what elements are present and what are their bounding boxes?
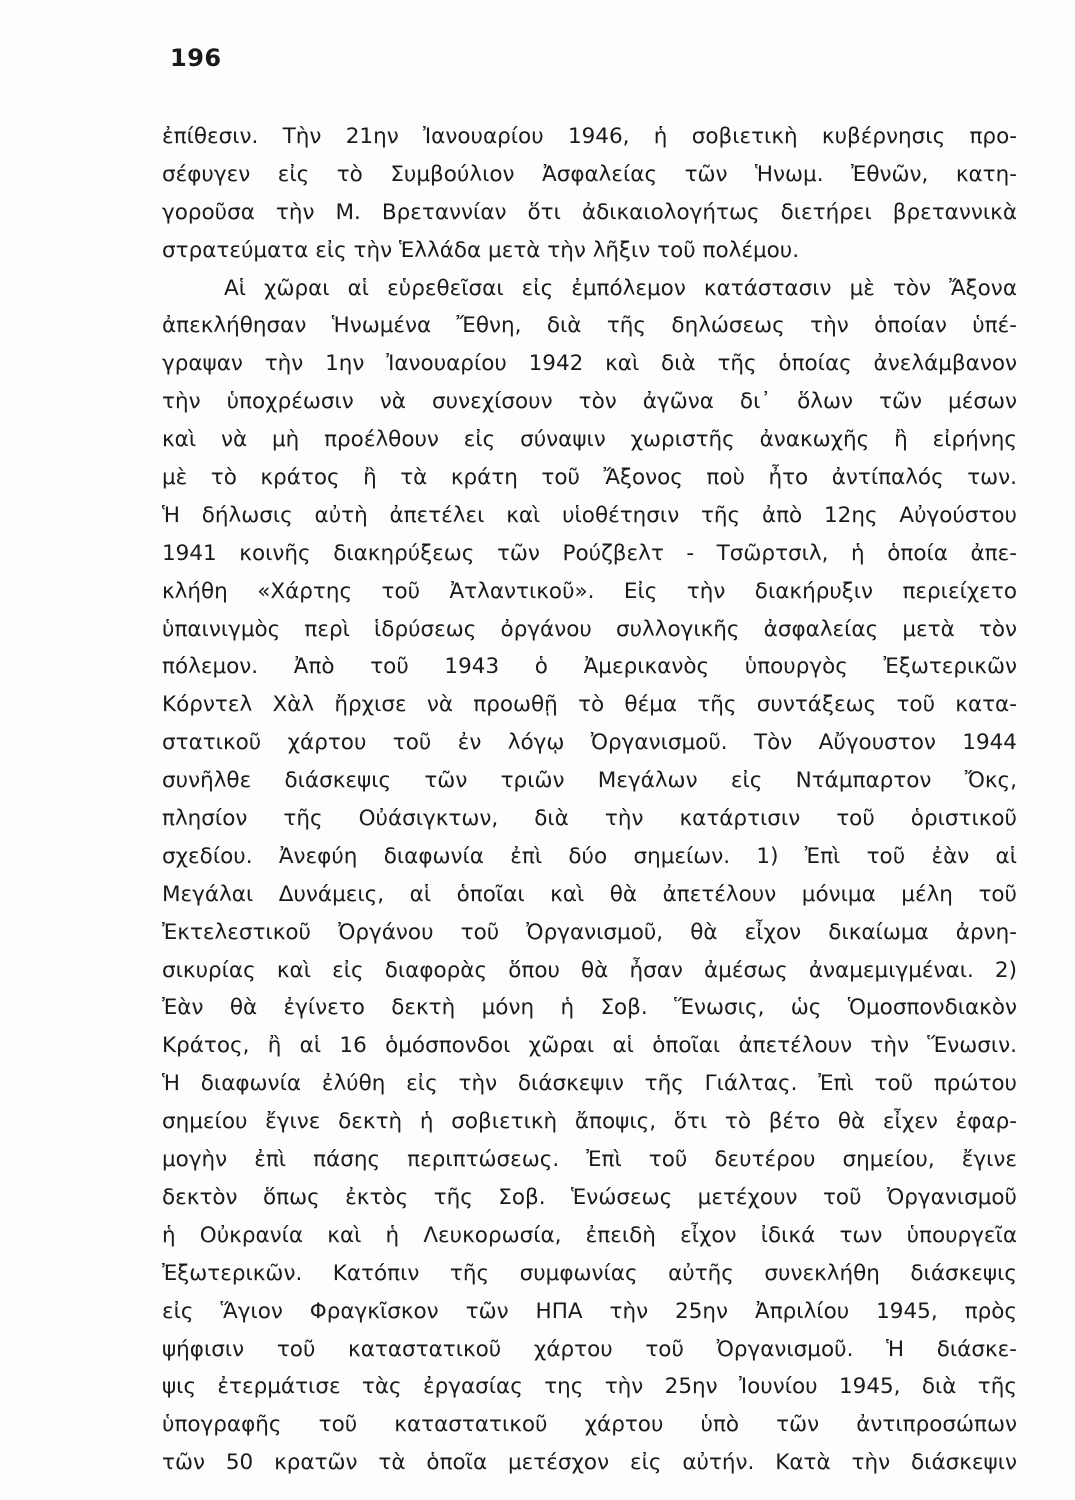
text-line: ἡ Οὐκρανία καὶ ἡ Λευκορωσία, ἐπειδὴ εἶχον ἰδικά των ὑπουργεῖα <box>162 1222 1017 1248</box>
text-line: ψήφισιν τοῦ καταστατικοῦ χάρτου τοῦ Ὀργανισμοῦ. Ἡ διάσκε- <box>162 1336 1017 1362</box>
text-line: σχεδίου. Ἀνεφύη διαφωνία ἐπὶ δύο σημείων. 1) Ἐπὶ τοῦ ἐὰν αἱ <box>162 843 1017 869</box>
text-line: γραψαν τὴν 1ην Ἰανουαρίου 1942 καὶ διὰ τῆς ὁποίας ἀνελάμβανον <box>162 351 1017 377</box>
text-line: Κράτος, ἢ αἱ 16 ὁμόσπονδοι χῶραι αἱ ὁποῖαι ἀπετέλουν τὴν Ἕνωσιν. <box>162 1033 1017 1059</box>
text-line: Ἡ δήλωσις αὐτὴ ἀπετέλει καὶ υἱοθέτησιν τῆς ἀπὸ 12ης Αὐγούστου <box>162 502 1017 528</box>
text-line: ὑπογραφῆς τοῦ καταστατικοῦ χάρτου ὑπὸ τῶν ἀντιπροσώπων <box>162 1412 1017 1438</box>
text-line: κλήθη «Χάρτης τοῦ Ἀτλαντικοῦ». Εἰς τὴν διακήρυξιν περιείχετο <box>162 578 1017 604</box>
text-line: σημείου ἔγινε δεκτὴ ἡ σοβιετικὴ ἄποψις, ὅτι τὸ βέτο θὰ εἶχεν ἐφαρ- <box>162 1109 1017 1135</box>
text-line: γοροῦσα τὴν Μ. Βρεταννίαν ὅτι ἀδικαιολογήτως διετήρει βρεταννικὰ <box>162 199 1017 225</box>
text-line: Αἱ χῶραι αἱ εὑρεθεῖσαι εἰς ἐμπόλεμον κατάστασιν μὲ τὸν Ἄξονα <box>224 275 1017 301</box>
text-line: ἐπίθεσιν. Τὴν 21ην Ἰανουαρίου 1946, ἡ σοβιετικὴ κυβέρνησις προ- <box>162 124 1017 149</box>
text-line: τῶν 50 κρατῶν τὰ ὁποῖα μετέσχον εἰς αὐτήν. Κατὰ τὴν διάσκεψιν <box>162 1450 1017 1476</box>
page-number: 196 <box>170 44 222 72</box>
text-line: πλησίον τῆς Οὐάσιγκτων, διὰ τὴν κατάρτισιν τοῦ ὁριστικοῦ <box>162 806 1017 832</box>
text-line: 1941 κοινῆς διακηρύξεως τῶν Ρούζβελτ - Τσῶρτσιλ, ἡ ὁποία ἀπε- <box>162 540 1017 566</box>
text-line: συνῆλθε διάσκεψις τῶν τριῶν Μεγάλων εἰς Ντάμπαρτον Ὄκς, <box>162 768 1017 794</box>
text-line: εἰς Ἅγιον Φραγκῖσκον τῶν ΗΠΑ τὴν 25ην Ἀπριλίου 1945, πρὸς <box>162 1298 1017 1324</box>
text-line: μογὴν ἐπὶ πάσης περιπτώσεως. Ἐπὶ τοῦ δευτέρου σημείου, ἔγινε <box>162 1147 1017 1173</box>
text-line: ὑπαινιγμὸς περὶ ἱδρύσεως ὀργάνου συλλογικῆς ἀσφαλείας μετὰ τὸν <box>162 616 1017 642</box>
text-line: Κόρντελ Χὰλ ἤρχισε νὰ προωθῇ τὸ θέμα τῆς συντάξεως τοῦ κατα- <box>162 692 1017 718</box>
text-line: Ἡ διαφωνία ἐλύθη εἰς τὴν διάσκεψιν τῆς Γιάλτας. Ἐπὶ τοῦ πρώτου <box>162 1071 1017 1097</box>
text-line: πόλεμον. Ἀπὸ τοῦ 1943 ὁ Ἀμερικανὸς ὑπουργὸς Ἐξωτερικῶν <box>162 654 1017 680</box>
text-line: δεκτὸν ὅπως ἐκτὸς τῆς Σοβ. Ἑνώσεως μετέχουν τοῦ Ὀργανισμοῦ <box>162 1184 1017 1210</box>
text-line: σέφυγεν εἰς τὸ Συμβούλιον Ἀσφαλείας τῶν Ἡνωμ. Ἐθνῶν, κατη- <box>162 161 1017 187</box>
text-line: στρατεύματα εἰς τὴν Ἑλλάδα μετὰ τὴν λῆξιν τοῦ πολέμου. <box>162 237 800 263</box>
text-line: καὶ νὰ μὴ προέλθουν εἰς σύναψιν χωριστῆς ἀνακωχῆς ἢ εἰρήνης <box>162 427 1017 453</box>
text-line: μὲ τὸ κράτος ἢ τὰ κράτη τοῦ Ἄξονος ποὺ ἦτο ἀντίπαλός των. <box>162 465 1017 491</box>
text-line: ἀπεκλήθησαν Ἡνωμένα Ἔθνη, διὰ τῆς δηλώσεως τὴν ὁποίαν ὑπέ- <box>162 313 1017 339</box>
text-line: σικυρίας καὶ εἰς διαφορὰς ὅπου θὰ ἦσαν ἀμέσως ἀναμεμιγμέναι. 2) <box>162 957 1017 983</box>
text-line: Ἐὰν θὰ ἐγίνετο δεκτὴ μόνη ἡ Σοβ. Ἕνωσις, ὡς Ὁμοσπονδιακὸν <box>162 995 1017 1021</box>
text-line: Ἐκτελεστικοῦ Ὀργάνου τοῦ Ὀργανισμοῦ, θὰ εἶχον δικαίωμα ἀρνη- <box>162 919 1017 945</box>
text-line: ψις ἐτερμάτισε τὰς ἐργασίας της τὴν 25ην Ἰουνίου 1945, διὰ τῆς <box>162 1374 1017 1400</box>
text-line: Μεγάλαι Δυνάμεις, αἱ ὁποῖαι καὶ θὰ ἀπετέλουν μόνιμα μέλη τοῦ <box>162 881 1017 907</box>
body-text <box>162 118 1017 1482</box>
text-line: τὴν ὑποχρέωσιν νὰ συνεχίσουν τὸν ἀγῶνα δι᾽ ὅλων τῶν μέσων <box>162 389 1017 415</box>
text-line: στατικοῦ χάρτου τοῦ ἐν λόγῳ Ὀργανισμοῦ. Τὸν Αὔγουστον 1944 <box>162 730 1017 756</box>
text-line: Ἐξωτερικῶν. Κατόπιν τῆς συμφωνίας αὐτῆς συνεκλήθη διάσκεψις <box>162 1260 1017 1286</box>
